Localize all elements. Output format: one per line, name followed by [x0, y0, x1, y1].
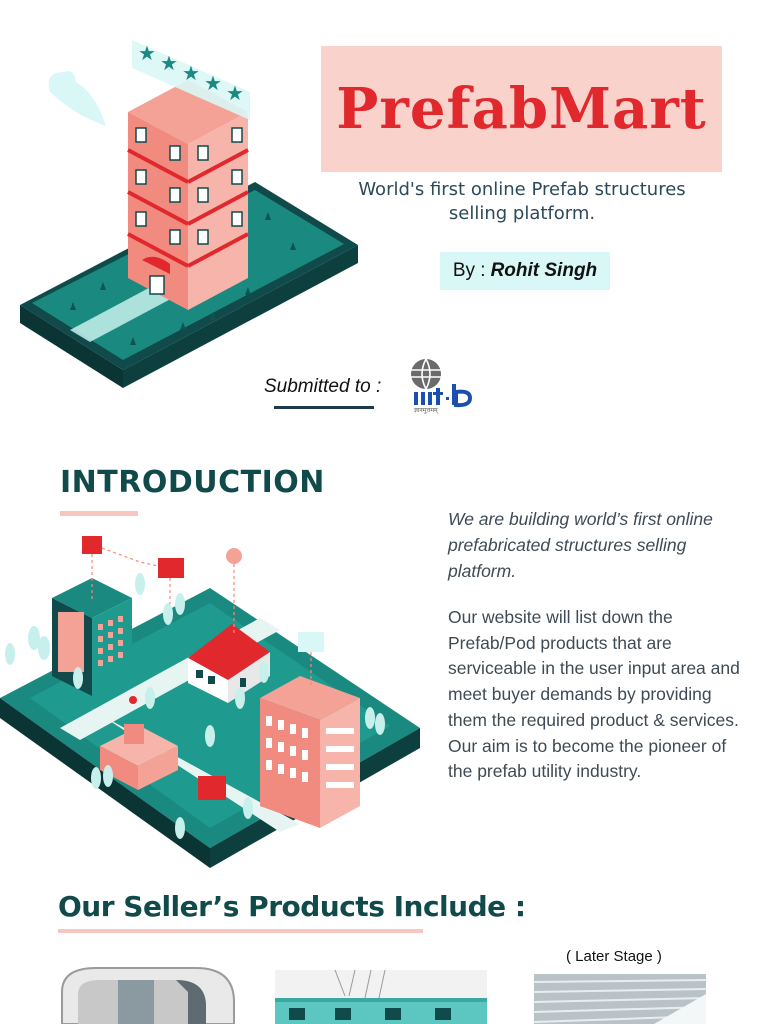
author-name: Rohit Singh — [490, 260, 598, 281]
svg-text:★: ★ — [204, 71, 222, 95]
products-heading: Our Seller’s Products Include : — [58, 890, 526, 923]
app-title: PrefabMart — [336, 76, 707, 142]
pod-product-image — [56, 962, 240, 1024]
products-underline — [58, 929, 423, 933]
panel-product-image — [534, 974, 706, 1024]
svg-text:★: ★ — [160, 51, 178, 75]
submitted-label: Submitted to : — [264, 376, 382, 397]
logo-caption: ज्ञानमुत्तमम् — [414, 407, 438, 414]
introduction-heading: INTRODUCTION — [60, 465, 325, 500]
subtitle: World's first online Prefab structures selling platform. — [358, 179, 686, 224]
later-stage-note: ( Later Stage ) — [566, 948, 662, 965]
author-badge — [440, 252, 610, 290]
title-banner — [321, 46, 722, 172]
introduction-body: Our website will list down the Prefab/Pod products that are serviceable in the user input area and meet buyer demands by providing them the required product & services. Our aim is to become the pioneer of the prefab utility industry. — [448, 607, 740, 782]
submitted-underline — [274, 406, 374, 409]
author-prefix: By : — [452, 260, 486, 281]
svg-text:★: ★ — [226, 81, 244, 105]
city-illustration — [0, 528, 420, 868]
svg-text:★: ★ — [182, 61, 200, 85]
introduction-underline — [60, 511, 138, 516]
building-phone-illustration — [10, 20, 370, 400]
svg-text:★: ★ — [138, 41, 156, 65]
iiitb-logo — [408, 356, 482, 414]
container-product-image — [275, 970, 487, 1024]
introduction-lead: We are building world’s first online prefabricated structures selling platform. — [448, 509, 713, 581]
